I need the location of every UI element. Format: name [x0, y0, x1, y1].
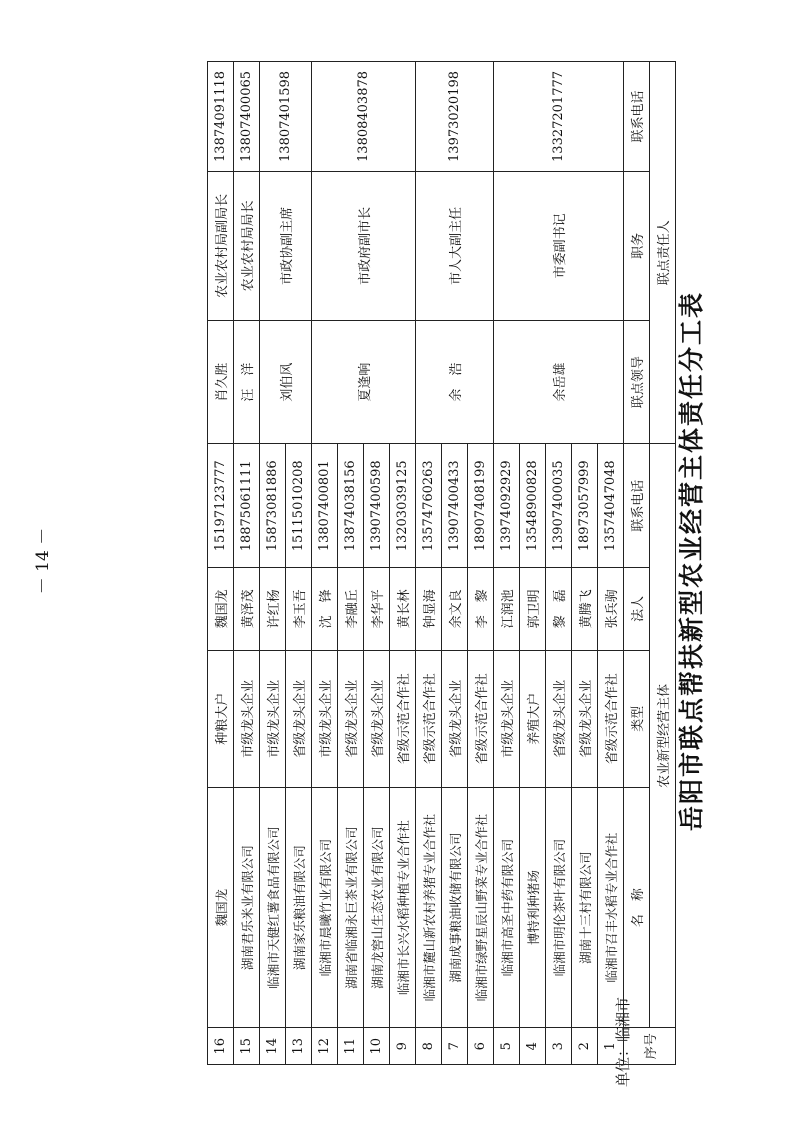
list-item: 5: [494, 1028, 520, 1065]
list-item: 13327201777: [494, 62, 624, 172]
list-item: 13907400035: [546, 444, 572, 568]
table-header-row: [624, 62, 650, 1065]
list-item: 13807401598: [260, 62, 312, 172]
list-item: 省级示范合作社: [390, 650, 416, 787]
list-item: 13874091118: [208, 62, 234, 172]
list-item: 湖南省临湘永巨茶业有限公司: [338, 787, 364, 1027]
list-item: 8: [416, 1028, 442, 1065]
list-item: 省级示范合作社: [598, 650, 624, 787]
list-item: 13907400598: [364, 444, 390, 568]
group-header-responsible: 联点责任人: [650, 62, 676, 444]
table-group-header-row: [650, 62, 676, 1065]
list-item: 12: [312, 1028, 338, 1065]
list-item: 黎 磊: [546, 568, 572, 650]
list-item: 湖南家乐粮油有限公司: [286, 787, 312, 1027]
list-item: 汪 洋: [234, 320, 260, 444]
list-item: 省级示范合作社: [468, 650, 494, 787]
list-item: 市级龙头企业: [312, 650, 338, 787]
list-item: 13808403878: [312, 62, 416, 172]
list-item: 种粮大户: [208, 650, 234, 787]
table-row: [208, 62, 234, 1065]
list-item: 市级龙头企业: [234, 650, 260, 787]
list-item: 13973020198: [416, 62, 494, 172]
table-row: [494, 62, 520, 1065]
list-item: 市级龙头企业: [260, 650, 286, 787]
list-item: 湖南君乐米业有限公司: [234, 787, 260, 1027]
table-row: [416, 62, 442, 1065]
list-item: 江润池: [494, 568, 520, 650]
contact-phone-header: 联系电话: [624, 62, 650, 172]
list-item: 省级龙头企业: [338, 650, 364, 787]
list-item: 13807400065: [234, 62, 260, 172]
leader-header: 联点领导: [624, 320, 650, 444]
type-header: 类型: [624, 650, 650, 787]
list-item: 许红杨: [260, 568, 286, 650]
list-item: 张兵驹: [598, 568, 624, 650]
list-item: 18973057999: [572, 444, 598, 568]
list-item: 省级龙头企业: [364, 650, 390, 787]
responsibility-table: [207, 61, 676, 1065]
list-item: 15197123777: [208, 444, 234, 568]
list-item: 临湘市明伦茶叶有限公司: [546, 787, 572, 1027]
list-item: 14: [260, 1028, 286, 1065]
list-item: 湖南成事粮油收储有限公司: [442, 787, 468, 1027]
list-item: 市级龙头企业: [494, 650, 520, 787]
list-item: 13874038156: [338, 444, 364, 568]
list-item: 钟显海: [416, 568, 442, 650]
list-item: 1: [598, 1028, 624, 1065]
document-title: 岳阳市联点帮扶新型农业经营主体责任分工表: [677, 291, 706, 832]
phone-header: 联系电话: [624, 444, 650, 568]
list-item: 余 浩: [416, 320, 494, 444]
list-item: 临湘市绿野星辰山野菜专业合作社: [468, 787, 494, 1027]
list-item: 李玉吾: [286, 568, 312, 650]
list-item: 7: [442, 1028, 468, 1065]
list-item: 黄长林: [390, 568, 416, 650]
list-item: 15115010208: [286, 444, 312, 568]
list-item: 13203039125: [390, 444, 416, 568]
list-item: 省级示范合作社: [416, 650, 442, 787]
unit-label: 单位：临湘市: [614, 996, 632, 1087]
list-item: 18907408199: [468, 444, 494, 568]
list-item: 黄腾飞: [572, 568, 598, 650]
list-item: 13574760263: [416, 444, 442, 568]
list-item: 肖久胜: [208, 320, 234, 444]
list-item: 魏国龙: [208, 568, 234, 650]
list-item: 魏国龙: [208, 787, 234, 1027]
list-item: 李融丘: [338, 568, 364, 650]
list-item: 李 黎: [468, 568, 494, 650]
seq-header: 序号: [624, 1028, 676, 1065]
list-item: 湖南十三村有限公司: [572, 787, 598, 1027]
list-item: 13574047048: [598, 444, 624, 568]
list-item: 13548900828: [520, 444, 546, 568]
list-item: 13907400433: [442, 444, 468, 568]
list-item: 农业农村局局长: [234, 171, 260, 320]
list-item: 刘伯风: [260, 320, 312, 444]
list-item: 博特利种猪场: [520, 787, 546, 1027]
list-item: 13974092929: [494, 444, 520, 568]
list-item: 市委副书记: [494, 171, 624, 320]
position-header: 职务: [624, 171, 650, 320]
list-item: 市人大副主任: [416, 171, 494, 320]
list-item: 临湘市高圣中药有限公司: [494, 787, 520, 1027]
list-item: 3: [546, 1028, 572, 1065]
list-item: 13807400801: [312, 444, 338, 568]
list-item: 余文良: [442, 568, 468, 650]
list-item: 省级龙头企业: [572, 650, 598, 787]
list-item: 临湘市召丰水稻专业合作社: [598, 787, 624, 1027]
table-row: [260, 62, 286, 1065]
list-item: 2: [572, 1028, 598, 1065]
name-header: 名 称: [624, 787, 650, 1027]
list-item: 13: [286, 1028, 312, 1065]
list-item: 养殖大户: [520, 650, 546, 787]
list-item: 市政协副主席: [260, 171, 312, 320]
list-item: 郭卫明: [520, 568, 546, 650]
list-item: 省级龙头企业: [546, 650, 572, 787]
list-item: 6: [468, 1028, 494, 1065]
legal-header: 法人: [624, 568, 650, 650]
list-item: 15: [234, 1028, 260, 1065]
list-item: 夏逢响: [312, 320, 416, 444]
table-row: [234, 62, 260, 1065]
list-item: 农业农村局副局长: [208, 171, 234, 320]
table-row: [312, 62, 338, 1065]
list-item: 湖南龙窖山生态农业有限公司: [364, 787, 390, 1027]
list-item: 临湘市晨曦竹业有限公司: [312, 787, 338, 1027]
list-item: 黄泽茂: [234, 568, 260, 650]
list-item: 11: [338, 1028, 364, 1065]
list-item: 9: [390, 1028, 416, 1065]
list-item: 18875061111: [234, 444, 260, 568]
list-item: 临湘市天健红薯食品有限公司: [260, 787, 286, 1027]
list-item: 李华平: [364, 568, 390, 650]
list-item: 10: [364, 1028, 390, 1065]
group-header-entities: 农业新型经营主体: [650, 444, 676, 1028]
list-item: 16: [208, 1028, 234, 1065]
page-number: － 14 －: [33, 527, 53, 595]
list-item: 15873081886: [260, 444, 286, 568]
list-item: 临湘市麓山新农村养猪专业合作社: [416, 787, 442, 1027]
list-item: 4: [520, 1028, 546, 1065]
list-item: 余岳雄: [494, 320, 624, 444]
list-item: 临湘市长兴水稻种植专业合作社: [390, 787, 416, 1027]
list-item: 省级龙头企业: [442, 650, 468, 787]
list-item: 沈 锋: [312, 568, 338, 650]
list-item: 市政府副市长: [312, 171, 416, 320]
list-item: 省级龙头企业: [286, 650, 312, 787]
